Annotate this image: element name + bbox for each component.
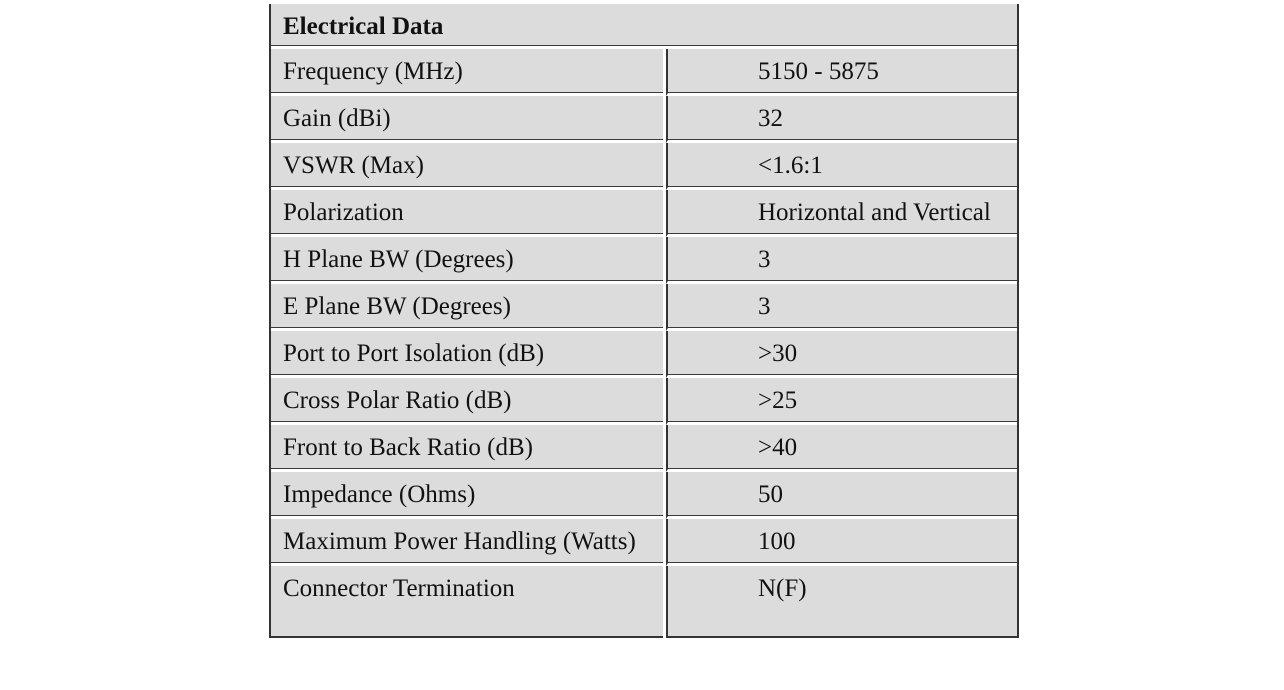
table-row bbox=[271, 284, 1017, 331]
table-row bbox=[271, 143, 1017, 190]
value-cell: 50 bbox=[666, 472, 1017, 519]
table-row bbox=[271, 425, 1017, 472]
value-cell: 5150 - 5875 bbox=[666, 49, 1017, 96]
parameter-cell: Impedance (Ohms) bbox=[271, 472, 666, 519]
table-header: Electrical Data bbox=[271, 4, 1017, 49]
table-row bbox=[271, 566, 1017, 638]
electrical-data-table bbox=[269, 4, 1019, 638]
table-row bbox=[271, 378, 1017, 425]
parameter-cell: Front to Back Ratio (dB) bbox=[271, 425, 666, 472]
table-row bbox=[271, 237, 1017, 284]
table-row bbox=[271, 96, 1017, 143]
value-cell: 100 bbox=[666, 519, 1017, 566]
table-row bbox=[271, 190, 1017, 237]
parameter-cell: E Plane BW (Degrees) bbox=[271, 284, 666, 331]
value-cell: >40 bbox=[666, 425, 1017, 472]
value-cell: 32 bbox=[666, 96, 1017, 143]
parameter-cell: H Plane BW (Degrees) bbox=[271, 237, 666, 284]
value-cell: 3 bbox=[666, 237, 1017, 284]
table-row bbox=[271, 331, 1017, 378]
parameter-cell: Maximum Power Handling (Watts) bbox=[271, 519, 666, 566]
value-cell: >25 bbox=[666, 378, 1017, 425]
parameter-cell: Cross Polar Ratio (dB) bbox=[271, 378, 666, 425]
value-cell: >30 bbox=[666, 331, 1017, 378]
table-row bbox=[271, 472, 1017, 519]
value-cell: Horizontal and Vertical bbox=[666, 190, 1017, 237]
parameter-cell: VSWR (Max) bbox=[271, 143, 666, 190]
parameter-cell: Port to Port Isolation (dB) bbox=[271, 331, 666, 378]
value-cell: N(F) bbox=[666, 566, 1017, 638]
parameter-cell: Gain (dBi) bbox=[271, 96, 666, 143]
parameter-cell: Polarization bbox=[271, 190, 666, 237]
table-header-row bbox=[271, 4, 1017, 49]
parameter-cell: Connector Termination bbox=[271, 566, 666, 638]
table-row bbox=[271, 519, 1017, 566]
value-cell: 3 bbox=[666, 284, 1017, 331]
value-cell: <1.6:1 bbox=[666, 143, 1017, 190]
parameter-cell: Frequency (MHz) bbox=[271, 49, 666, 96]
table-row bbox=[271, 49, 1017, 96]
